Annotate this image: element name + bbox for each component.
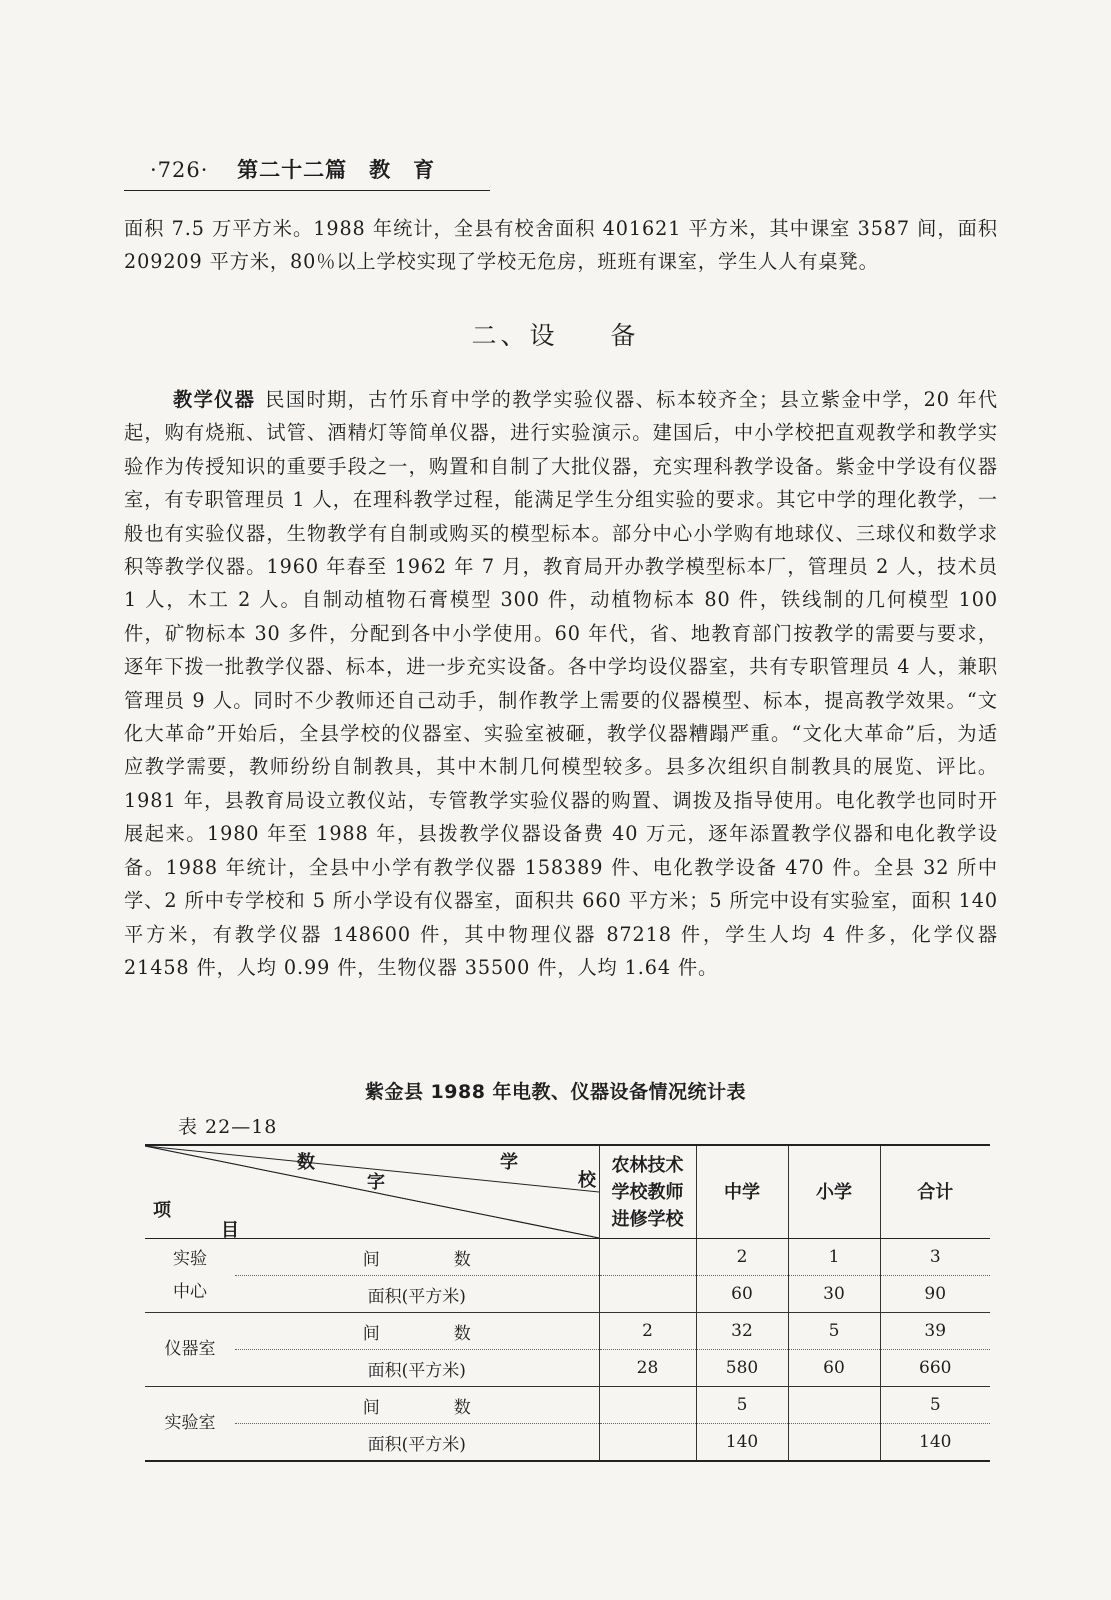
table-header-row <box>145 1145 990 1239</box>
row-item-count <box>235 1239 599 1276</box>
table-title: 紫金县 1988 年电教、仪器设备情况统计表 <box>364 1081 747 1103</box>
row-item-count <box>235 1313 599 1350</box>
col-header-middle-school: 中学 <box>696 1145 788 1239</box>
cell: 140 <box>880 1424 990 1462</box>
table-row <box>145 1313 990 1350</box>
col-header-total: 合计 <box>880 1145 990 1239</box>
corner-char-4: 校 <box>578 1170 596 1191</box>
table-row <box>145 1350 990 1387</box>
col-header-line: 进修学校 <box>611 1208 684 1230</box>
corner-row-label-1: 项 <box>153 1200 171 1221</box>
cell: 2 <box>599 1313 696 1350</box>
corner-char-3: 学 <box>500 1152 518 1173</box>
header-rule <box>124 190 490 191</box>
cell: 39 <box>880 1313 990 1350</box>
corner-char-2: 字 <box>367 1172 385 1193</box>
col-header-primary-school: 小学 <box>788 1145 880 1239</box>
group-label-laboratory <box>145 1387 235 1462</box>
item-char: 数 <box>453 1397 471 1418</box>
section-title <box>0 316 1111 352</box>
group-name-line: 中心 <box>173 1281 207 1302</box>
cell: 580 <box>696 1350 788 1387</box>
cell: 32 <box>696 1313 788 1350</box>
cell: 5 <box>788 1313 880 1350</box>
cell <box>599 1276 696 1313</box>
table-row <box>145 1424 990 1462</box>
cell: 660 <box>880 1350 990 1387</box>
diagonal-header-cell <box>145 1145 599 1239</box>
cell: 2 <box>696 1239 788 1276</box>
group-name-line: 实验 <box>173 1248 207 1269</box>
section-title-right: 备 <box>610 321 640 350</box>
item-char: 间 <box>362 1249 380 1270</box>
row-item-area: 面积(平方米) <box>235 1276 599 1313</box>
row-item-count <box>235 1387 599 1424</box>
cell: 1 <box>788 1239 880 1276</box>
cell: 60 <box>788 1350 880 1387</box>
item-char: 间 <box>362 1397 380 1418</box>
cell: 5 <box>696 1387 788 1424</box>
cell: 30 <box>788 1276 880 1313</box>
group-name: 仪器室 <box>164 1339 216 1359</box>
cell: 5 <box>880 1387 990 1424</box>
cell: 3 <box>880 1239 990 1276</box>
item-char: 数 <box>453 1323 471 1344</box>
cell: 28 <box>599 1350 696 1387</box>
cell <box>788 1424 880 1462</box>
row-item-area: 面积(平方米) <box>235 1350 599 1387</box>
table-row <box>145 1239 990 1276</box>
paragraph-intro: 面积 7.5 万平方米。1988 年统计，全县有校舍面积 401621 平方米，其中课室 3587 间，面积 209209 平方米，80％以上学校实现了学校无危房，班班有课室，学生人人有桌凳。 <box>124 217 998 274</box>
group-label-instrument-room <box>145 1313 235 1387</box>
group-name: 实验室 <box>164 1413 216 1433</box>
corner-row-label-2: 目 <box>221 1220 239 1241</box>
item-char: 间 <box>362 1323 380 1344</box>
paragraph-teaching-instruments <box>124 383 998 984</box>
running-header <box>150 154 490 184</box>
group-label-lab-center <box>145 1239 235 1313</box>
cell <box>599 1424 696 1462</box>
table-row <box>145 1276 990 1313</box>
cell: 90 <box>880 1276 990 1313</box>
col-header-line: 农林技术 <box>611 1154 684 1176</box>
page-number: ·726· <box>150 158 209 182</box>
table-row <box>145 1387 990 1424</box>
cell <box>599 1239 696 1276</box>
col-header-line: 学校教师 <box>611 1181 684 1203</box>
section-title-left: 二、设 <box>471 321 559 350</box>
corner-char-1: 数 <box>297 1152 315 1173</box>
chapter-title: 第二十二篇 教 育 <box>237 158 436 182</box>
table-number: 表 22—18 <box>178 1116 278 1138</box>
paragraph-term: 教学仪器 <box>173 388 256 411</box>
col-header-agri-school <box>599 1145 696 1239</box>
cell <box>599 1387 696 1424</box>
cell: 140 <box>696 1424 788 1462</box>
cell <box>788 1387 880 1424</box>
paragraph-text: 民国时期，古竹乐育中学的教学实验仪器、标本较齐全；县立紫金中学，20 年代起，购有烧瓶、试管、酒精灯等简单仪器，进行实验演示。建国后，中小学校把直观教学和教学实验作为传授知识的重要手段之一，购置和自制了大批仪器，充实理科教学设备。紫金中学设有仪器室，有专职管理员 1 人，在理科教学过程，能满足学生分组实验的要求。其它中学的理化教学，一般也有实验仪器，生物教学有自制或购买的模型标本。部分中心小学购有地球仪、三球仪和数学求积等教学仪器。1960 年春至 1962 年 7 月，教育局开办教学模型标本厂，管理员 2 人，技术员 1 人，木工 2 人。自制动植物石膏模型 300 件，动植物标本 80 件，铁线制的几何模型 100 件，矿物标本 30 多件，分配到各中小学使用。60 年代，省、地教育部门按教学的需要与要求，逐年下拨一批教学仪器、标本，进一步充实设备。各中学均设仪器室，共有专职管理员 4 人，兼职管理员 9 人。同时不少教师还自己动手，制作教学上需要的仪器模型、标本，提高教学效果。“文化大革命”开始后，全县学校的仪器室、实验室被砸，教学仪器糟蹋严重。“文化大革命”后，为适应教学需要，教师纷纷自制教具，其中木制几何模型较多。县多次组织自制教具的展览、评比。1981 年，县教育局设立教仪站，专管教学实验仪器的购置、调拨及指导使用。电化教学也同时开展起来。1980 年至 1988 年，县拨教学仪器设备费 40 万元，逐年添置教学仪器和电化教学设备。1988 年统计，全县中小学有教学仪器 158389 件、电化教学设备 470 件。全县 32 所中学、2 所中专学校和 5 所小学设有仪器室，面积共 660 平方米；5 所完中设有实验室，面积 140 平方米，有教学仪器 148600 件，其中物理仪器 87218 件，学生人均 4 件多，化学仪器 21458 件，人均 0.99 件，生物仪器 35500 件，人均 1.64 件。 <box>124 388 998 979</box>
item-char: 数 <box>453 1249 471 1270</box>
row-item-area: 面积(平方米) <box>235 1424 599 1462</box>
cell: 60 <box>696 1276 788 1313</box>
statistics-table <box>145 1144 990 1462</box>
group-name <box>145 1243 235 1309</box>
